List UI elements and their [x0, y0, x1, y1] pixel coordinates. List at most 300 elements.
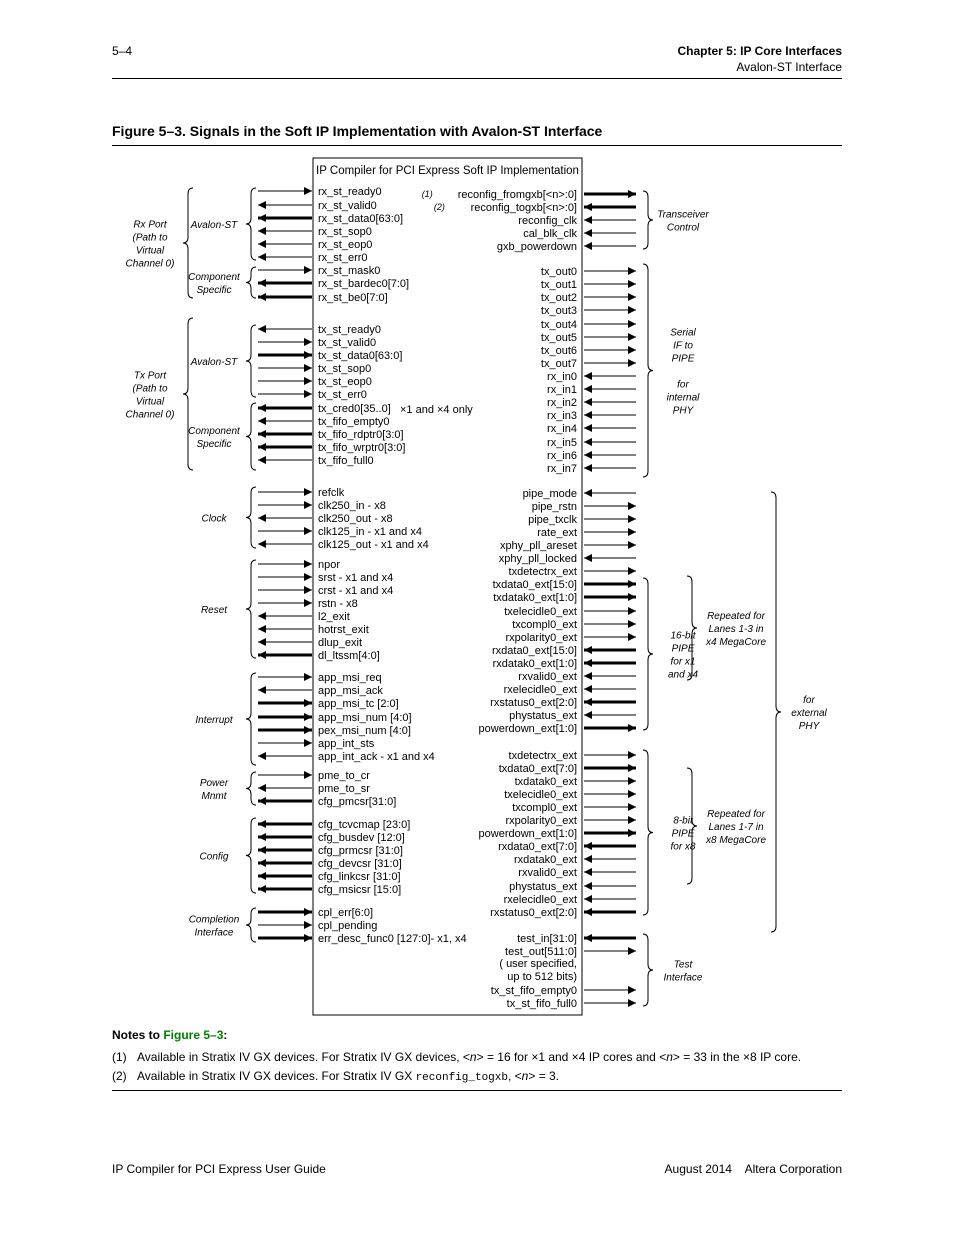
arrow-head: [584, 411, 592, 419]
group-label: Repeated for: [707, 809, 765, 820]
inline-note: ×1 and ×4 only: [400, 404, 473, 416]
arrow-head: [628, 280, 636, 288]
arrow-head: [584, 698, 592, 706]
group-label: Virtual: [135, 396, 165, 408]
footer-date-company: August 2014 Altera Corporation: [664, 1162, 842, 1176]
signal-label: cfg_linkcsr [31:0]: [318, 871, 401, 883]
arrow-head: [304, 560, 312, 568]
signal-label: tx_fifo_rdptr0[3:0]: [318, 429, 404, 441]
group-label: Mnmt: [201, 791, 227, 802]
arrow-head: [258, 784, 266, 792]
arrow-head: [628, 947, 636, 955]
signal-label: app_int_ack - x1 and x4: [318, 751, 435, 763]
arrow-head: [304, 573, 312, 581]
group-label: Config: [199, 851, 229, 863]
signal-label: tx_st_eop0: [318, 376, 372, 388]
signal-label: txdata0_ext[15:0]: [492, 579, 577, 591]
signal-label: crst - x1 and x4: [318, 585, 394, 597]
arrow-head: [258, 612, 266, 620]
signal-label: tx_st_fifo_empty0: [490, 985, 577, 997]
signal-label: txdatak0_ext: [514, 776, 577, 788]
arrow-head: [304, 266, 312, 274]
arrow-head: [304, 338, 312, 346]
group-label: PIPE: [671, 828, 695, 840]
note-item: [112, 1050, 852, 1064]
group-brace: [246, 673, 256, 765]
group-label: Channel 0): [125, 409, 175, 421]
signal-label: hotrst_exit: [318, 624, 369, 636]
arrow-head: [584, 229, 592, 237]
signal-label: rx_in2: [547, 397, 577, 409]
signal-label: cfg_tcvcmap [23:0]: [318, 819, 411, 831]
signal-label: err_desc_func0 [127:0]- x1, x4: [318, 933, 467, 945]
signal-label: tx_out2: [540, 292, 577, 304]
group-label: Component: [188, 272, 240, 283]
arrow-head: [584, 672, 592, 680]
signal-label: tx_out4: [540, 319, 577, 331]
signal-label: tx_out5: [540, 332, 577, 344]
group-label: 8-bit: [673, 815, 693, 827]
signal-label: tx_st_sop0: [318, 363, 372, 375]
signal-label: app_msi_ack: [318, 685, 383, 697]
signal-label: txdata0_ext[7:0]: [498, 763, 577, 775]
group-label: Serial: [670, 327, 696, 339]
signal-label: clk250_in - x8: [318, 500, 386, 512]
group-label: x8 MegaCore: [705, 835, 767, 846]
arrow-head: [258, 833, 266, 841]
signal-label: cpl_pending: [318, 920, 378, 932]
page-number: 5–4: [112, 44, 133, 58]
signal-label: txcompl0_ext: [512, 802, 577, 814]
signal-label: clk125_in - x1 and x4: [318, 526, 422, 538]
signal-label: cfg_busdev [12:0]: [318, 832, 405, 844]
signal-label: pme_to_cr: [318, 770, 370, 782]
signal-label: up to 512 bits): [507, 971, 577, 983]
group-brace: [246, 487, 256, 548]
arrow-head: [628, 359, 636, 367]
arrow-head: [628, 829, 636, 837]
signal-label: cfg_devcsr [31:0]: [318, 858, 402, 870]
arrow-head: [304, 908, 312, 916]
signal-label: tx_st_data0[63:0]: [318, 350, 403, 362]
group-label: for x1: [670, 656, 696, 668]
signal-label: rxpolarity0_ext: [505, 632, 577, 644]
arrow-head: [584, 842, 592, 850]
group-label: Reset: [200, 605, 228, 616]
signal-label: rx_in5: [547, 437, 577, 449]
signal-label: tx_out0: [540, 266, 577, 278]
arrow-head: [304, 771, 312, 779]
group-brace: [246, 188, 256, 260]
signal-label: dlup_exit: [318, 637, 363, 649]
group-label: PHY: [798, 721, 820, 732]
signal-label: tx_out3: [540, 305, 577, 317]
signal-label: clk125_out - x1 and x4: [318, 539, 429, 551]
group-label: Completion: [188, 914, 240, 926]
arrow-head: [628, 190, 636, 198]
group-label: x4 MegaCore: [705, 637, 767, 648]
signal-label: rxvalid0_ext: [518, 867, 577, 879]
signal-label: l2_exit: [318, 611, 350, 623]
arrow-head: [304, 726, 312, 734]
group-label: Specific: [196, 285, 232, 296]
arrow-head: [628, 724, 636, 732]
signal-label: cfg_pmcsr[31:0]: [318, 796, 397, 808]
arrow-head: [584, 882, 592, 890]
signal-label: clk250_out - x8: [318, 513, 393, 525]
signal-label: rxvalid0_ext: [518, 671, 577, 683]
group-label: Repeated for: [707, 611, 765, 622]
signal-label: rxelecidle0_ext: [503, 894, 577, 906]
signal-label: rxstatus0_ext[2:0]: [490, 697, 577, 709]
arrow-head: [628, 306, 636, 314]
arrow-head: [258, 686, 266, 694]
arrow-head: [304, 377, 312, 385]
note-ref: (1): [421, 189, 433, 199]
signal-label: rx_st_eop0: [318, 239, 373, 251]
signal-label: refclk: [318, 487, 345, 499]
arrow-head: [258, 651, 266, 659]
arrow-head: [258, 201, 266, 209]
signal-label: cfg_prmcsr [31:0]: [318, 845, 403, 857]
signal-label: rx_st_data0[63:0]: [318, 213, 404, 225]
group-label: Interrupt: [195, 715, 233, 726]
arrow-head: [584, 242, 592, 250]
signal-label: tx_fifo_wrptr0[3:0]: [318, 442, 406, 454]
signal-label: rx_st_mask0: [318, 265, 381, 277]
arrow-head: [258, 279, 266, 287]
signal-label: tx_fifo_empty0: [318, 416, 390, 428]
signal-label: cfg_msicsr [15:0]: [318, 884, 402, 896]
arrow-head: [258, 859, 266, 867]
group-label: Avalon-ST: [190, 220, 238, 231]
arrow-head: [584, 464, 592, 472]
group-brace: [643, 578, 653, 730]
arrow-head: [304, 527, 312, 535]
signal-label: rxdata0_ext[7:0]: [498, 841, 577, 853]
arrow-head: [258, 430, 266, 438]
arrow-head: [628, 580, 636, 588]
arrow-head: [258, 625, 266, 633]
arrow-head: [628, 320, 636, 328]
group-label: internal: [666, 392, 700, 404]
signal-label: rxdatak0_ext: [514, 854, 577, 866]
arrow-head: [628, 567, 636, 575]
group-label: Control: [666, 222, 700, 234]
signal-label: rx_st_sop0: [318, 226, 372, 238]
arrow-head: [258, 214, 266, 222]
signal-label: txdetectrx_ext: [508, 566, 577, 578]
notes-heading: Notes to Figure 5–3:: [112, 1028, 228, 1042]
footer-guide: IP Compiler for PCI Express User Guide: [112, 1162, 326, 1176]
signal-label: tx_st_ready0: [318, 324, 381, 336]
note-text: Available in Stratix IV GX devices. For Stratix IV GX devices, <n> = 16 for ×1 and ×4 IP cores and <n> = 33 in the ×8 IP core.: [137, 1050, 802, 1064]
signal-label: gxb_powerdown: [496, 241, 577, 253]
signal-label: rx_in3: [547, 410, 577, 422]
arrow-head: [628, 816, 636, 824]
group-label: Interface: [663, 972, 703, 984]
signal-label: rx_in6: [547, 450, 577, 462]
arrow-head: [584, 554, 592, 562]
signal-label: tx_out6: [540, 345, 577, 357]
group-brace: [246, 403, 256, 470]
figure-title: Figure 5–3. Signals in the Soft IP Implementation with Avalon-ST Interface: [112, 123, 603, 139]
arrow-head: [584, 646, 592, 654]
group-label: for: [677, 379, 689, 391]
arrow-head: [258, 227, 266, 235]
arrow-head: [628, 502, 636, 510]
signal-label: rxelecidle0_ext: [503, 684, 577, 696]
arrow-head: [584, 659, 592, 667]
signal-label: tx_st_err0: [318, 389, 367, 401]
signal-label: app_msi_req: [318, 672, 382, 684]
signal-label: txelecidle0_ext: [504, 789, 577, 801]
arrow-head: [258, 797, 266, 805]
arrow-head: [258, 293, 266, 301]
arrow-head: [584, 489, 592, 497]
arrow-head: [258, 885, 266, 893]
figure-link[interactable]: Figure 5–3: [163, 1028, 224, 1042]
arrow-head: [628, 620, 636, 628]
arrow-head: [304, 673, 312, 681]
arrow-head: [258, 514, 266, 522]
group-brace: [643, 264, 653, 477]
arrow-head: [304, 586, 312, 594]
group-label: IF to: [673, 340, 693, 352]
arrow-head: [258, 456, 266, 464]
arrow-head: [304, 921, 312, 929]
signal-label: tx_fifo_full0: [318, 455, 374, 467]
arrow-head: [304, 390, 312, 398]
arrow-head: [258, 820, 266, 828]
chapter-title: Chapter 5: IP Core Interfaces: [677, 44, 842, 58]
arrow-head: [628, 986, 636, 994]
signal-label: phystatus_ext: [509, 881, 577, 893]
arrow-head: [628, 528, 636, 536]
arrow-head: [584, 372, 592, 380]
signal-label: cal_blk_clk: [523, 228, 577, 240]
group-label: and x4: [667, 669, 699, 681]
group-brace: [246, 908, 256, 942]
arrow-head: [304, 351, 312, 359]
arrow-head: [628, 333, 636, 341]
arrow-head: [584, 398, 592, 406]
group-label: Transceiver: [657, 209, 709, 221]
section-title: Avalon-ST Interface: [736, 60, 842, 74]
note-number: (2): [112, 1069, 127, 1083]
signal-label: reconfig_fromgxb[<n>:0]: [457, 189, 577, 201]
group-label: Interface: [194, 927, 234, 939]
group-brace: [643, 750, 653, 915]
arrow-head: [304, 364, 312, 372]
group-label: (Path to: [132, 383, 168, 395]
group-brace: [246, 560, 256, 658]
group-label: for: [803, 695, 815, 706]
arrow-head: [258, 540, 266, 548]
group-label: Clock: [201, 513, 227, 525]
group-brace: [183, 318, 193, 470]
group-label: Avalon-ST: [190, 357, 238, 368]
signal-label: xphy_pll_areset: [499, 540, 577, 552]
arrow-head: [304, 488, 312, 496]
note-ref: (2): [433, 202, 445, 212]
note-number: (1): [112, 1050, 127, 1064]
signal-label: npor: [318, 559, 341, 571]
group-label: (Path to: [132, 232, 168, 244]
arrow-head: [304, 739, 312, 747]
signal-label: tx_st_valid0: [318, 337, 377, 349]
arrow-head: [628, 593, 636, 601]
signal-label: xphy_pll_locked: [498, 553, 577, 565]
group-label: Power: [199, 778, 229, 789]
signal-label: tx_out1: [540, 279, 577, 291]
arrow-head: [628, 633, 636, 641]
arrow-head: [258, 417, 266, 425]
notes-rule: [112, 1090, 842, 1091]
signal-label: cpl_err[6:0]: [318, 907, 374, 919]
signal-label: app_msi_tc [2:0]: [318, 698, 399, 710]
arrow-head: [584, 908, 592, 916]
group-label: for x8: [670, 841, 696, 853]
signal-label: rx_in4: [547, 423, 577, 435]
arrow-head: [584, 451, 592, 459]
signal-label: pipe_rstn: [531, 501, 577, 513]
group-label: Lanes 1-7 in: [708, 822, 764, 833]
arrow-head: [258, 872, 266, 880]
group-brace: [246, 818, 256, 893]
figure-notes: [112, 1028, 852, 1089]
signal-label: tx_out7: [540, 358, 577, 370]
group-label: PHY: [672, 405, 694, 417]
group-brace: [643, 191, 653, 249]
arrow-head: [584, 868, 592, 876]
signal-label: test_in[31:0]: [517, 933, 577, 945]
arrow-head: [258, 443, 266, 451]
signal-label: pme_to_sr: [318, 783, 370, 795]
signal-label: rxdatak0_ext[1:0]: [492, 658, 577, 670]
signal-label: rxdata0_ext[15:0]: [491, 645, 577, 657]
signal-label: pipe_txclk: [528, 514, 577, 526]
arrow-head: [584, 711, 592, 719]
arrow-head: [304, 934, 312, 942]
group-brace: [246, 325, 256, 397]
arrow-head: [304, 599, 312, 607]
arrow-head: [304, 501, 312, 509]
signal-label: txcompl0_ext: [512, 619, 577, 631]
arrow-head: [258, 846, 266, 854]
arrow-head: [628, 777, 636, 785]
group-label: Rx Port: [133, 219, 167, 231]
group-label: PIPE: [671, 353, 695, 365]
signal-label: rx_st_ready0: [318, 186, 382, 198]
block-title: IP Compiler for PCI Express Soft IP Implementation: [316, 165, 579, 177]
group-brace: [771, 492, 781, 932]
group-brace: [246, 772, 256, 805]
note-item: [112, 1069, 852, 1084]
signal-label: rx_st_bardec0[7:0]: [318, 278, 410, 290]
arrow-head: [628, 293, 636, 301]
signal-label: phystatus_ext: [509, 710, 577, 722]
signal-label: app_msi_num [4:0]: [318, 712, 412, 724]
arrow-head: [584, 895, 592, 903]
note-text: Available in Stratix IV GX devices. For Stratix IV GX reconfig_togxb, <n> = 3.: [137, 1069, 560, 1084]
arrow-head: [584, 438, 592, 446]
arrow-head: [584, 934, 592, 942]
signal-label: tx_cred0[35..0]: [318, 403, 391, 415]
signal-label: reconfig_clk: [518, 215, 577, 227]
arrow-head: [628, 790, 636, 798]
arrow-head: [584, 424, 592, 432]
signal-label: txelecidle0_ext: [504, 606, 577, 618]
arrow-head: [584, 216, 592, 224]
group-label: Virtual: [135, 245, 165, 257]
signal-label: rxpolarity0_ext: [505, 815, 577, 827]
arrow-head: [628, 764, 636, 772]
group-label: external: [791, 708, 827, 719]
signal-label: ( user specified,: [499, 958, 577, 970]
arrow-head: [628, 346, 636, 354]
arrow-head: [628, 515, 636, 523]
signal-label: rxstatus0_ext[2:0]: [490, 907, 577, 919]
group-label: Component: [188, 426, 240, 437]
signal-label: reconfig_togxb[<n>:0]: [470, 202, 577, 214]
signal-label: app_int_sts: [318, 738, 375, 750]
signal-label: rate_ext: [537, 527, 577, 539]
signal-label: rx_in0: [547, 371, 577, 383]
signal-label: rx_in7: [547, 463, 577, 475]
arrow-head: [258, 638, 266, 646]
arrow-head: [584, 385, 592, 393]
signal-label: txdetectrx_ext: [508, 750, 577, 762]
signal-label: rx_in1: [547, 384, 577, 396]
arrow-head: [258, 325, 266, 333]
arrow-head: [258, 253, 266, 261]
group-label: 16-bit: [670, 630, 696, 642]
signal-label: rx_st_be0[7:0]: [318, 292, 388, 304]
signal-label: pex_msi_num [4:0]: [318, 725, 411, 737]
arrow-head: [304, 699, 312, 707]
arrow-head: [628, 999, 636, 1007]
group-label: PIPE: [671, 643, 695, 655]
group-brace: [643, 934, 653, 1006]
arrow-head: [258, 240, 266, 248]
signal-label: srst - x1 and x4: [318, 572, 394, 584]
group-label: Channel 0): [125, 258, 175, 270]
signal-label: txdatak0_ext[1:0]: [493, 592, 577, 604]
arrow-head: [304, 187, 312, 195]
arrow-head: [628, 541, 636, 549]
signal-label: powerdown_ext[1:0]: [478, 828, 577, 840]
group-brace: [246, 267, 256, 298]
arrow-head: [258, 752, 266, 760]
group-label: Lanes 1-3 in: [708, 624, 764, 635]
signal-label: pipe_mode: [522, 488, 577, 500]
signal-label: rx_st_err0: [318, 252, 368, 264]
group-label: Specific: [196, 439, 232, 450]
signal-label: tx_st_fifo_full0: [506, 998, 577, 1010]
arrow-head: [628, 267, 636, 275]
arrow-head: [258, 404, 266, 412]
arrow-head: [584, 855, 592, 863]
group-label: Test: [673, 959, 693, 971]
arrow-head: [584, 685, 592, 693]
arrow-head: [628, 803, 636, 811]
signal-label: dl_ltssm[4:0]: [318, 650, 380, 662]
signal-label: test_out[511:0]: [505, 946, 577, 958]
signal-label: rstn - x8: [318, 598, 358, 610]
arrow-head: [628, 607, 636, 615]
signal-label: powerdown_ext[1:0]: [478, 723, 577, 735]
